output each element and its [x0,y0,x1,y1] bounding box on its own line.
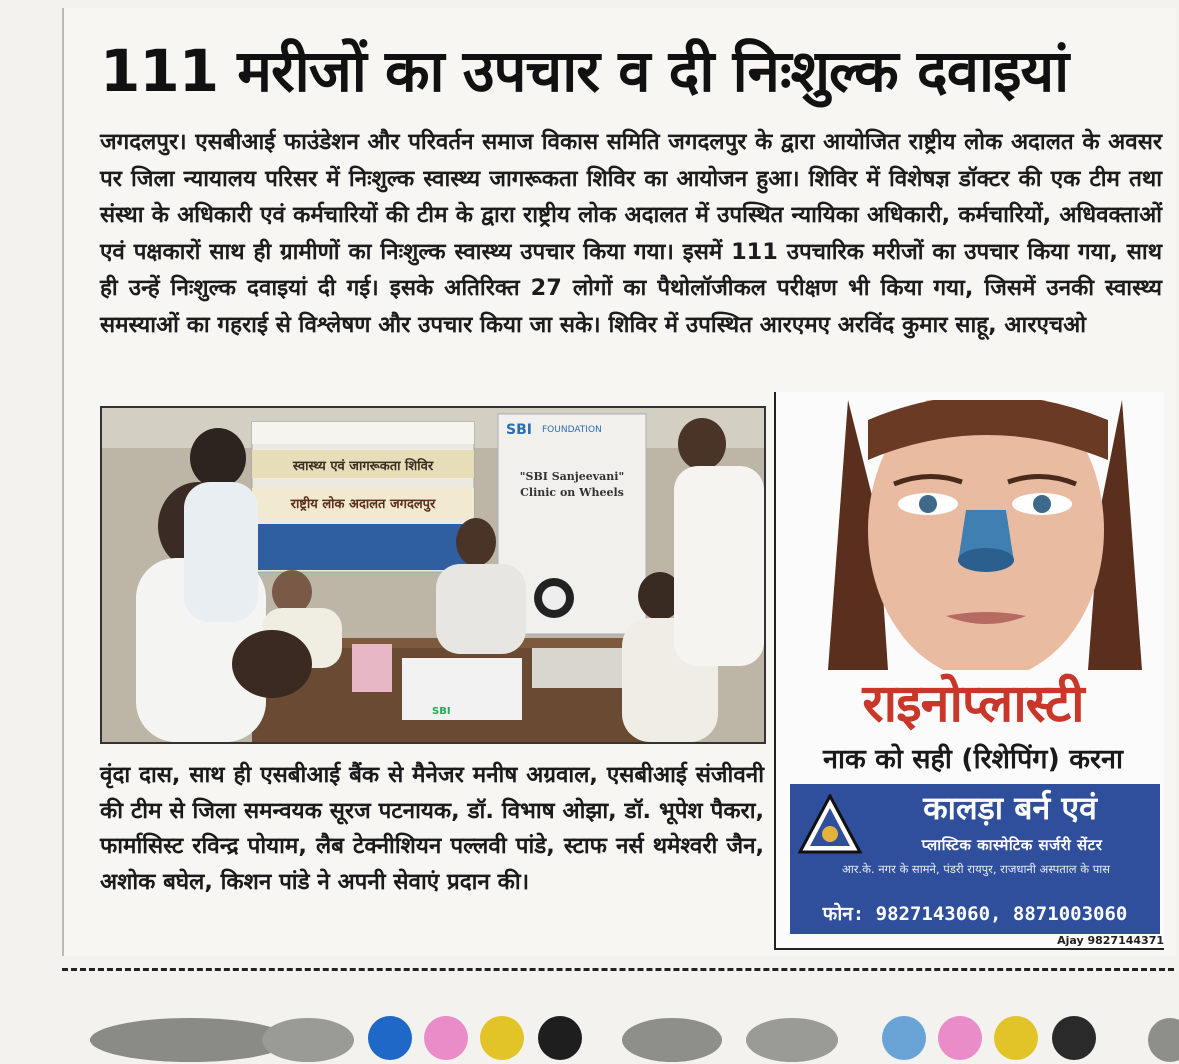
registration-mark-gray [746,1018,838,1062]
clinic-subtitle: प्लास्टिक कास्मेटिक सर्जरी सेंटर [921,836,1103,854]
banner-clinic-on-wheels: Clinic on Wheels [520,486,624,499]
print-color-registration-strip [80,1008,1179,1064]
clinic-address: आर.के. नगर के सामने, पंडरी रायपुर, राजधानी अस्पताल के पास [841,862,1111,876]
registration-dot-cyan [882,1016,926,1060]
registration-dot-black [1052,1016,1096,1060]
ad-face-image [828,400,1142,670]
clinic-info-box [790,784,1160,934]
ad-credit: Ajay 9827144371 [1057,934,1164,947]
registration-dot-yellow [480,1016,524,1060]
article-headline: 111 मरीजों का उपचार व दी निःशुल्क दवाइयां [100,37,1069,105]
face-illustration [828,400,1142,670]
registration-mark-gray [622,1018,722,1062]
registration-mark-gray [1148,1018,1179,1062]
camp-photo-illustration [102,408,764,742]
registration-dot-cyan [368,1016,412,1060]
ad-subtitle: नाक को सही (रिशेपिंग) करना [823,744,1123,775]
clinic-phone: फोन: 9827143060, 8871003060 [822,903,1128,925]
banner-left-title: स्वास्थ्य एवं जागरूकता शिविर [292,459,434,474]
article-continued-paragraph: वृंदा दास, साथ ही एसबीआई बैंक से मैनेजर मनीष अग्रवाल, एसबीआई संजीवनी की टीम से जिला समन्वयक सूरज पटनायक, डॉ. विभाष ओझा, डॉ. भूपेश पैकरा, फार्मासिस्ट रविन्द्र पोयाम, लैब टेक्नीशियन पल्लवी पांडे, स्टाफ नर्स थमेश्वरी जैन, अशोक बघेल, किशन पांडे ने अपनी सेवाएं प्रदान की। [100,762,764,895]
banner-sanjeevani-title: "SBI Sanjeevani" [519,470,625,483]
registration-dot-magenta [424,1016,468,1060]
banner-left-subtitle: राष्ट्रीय लोक अदालत जगदलपुर [290,497,436,512]
registration-dot-black [538,1016,582,1060]
registration-mark-gray [262,1018,354,1062]
article-photo [100,406,766,744]
registration-mark-gray [90,1018,290,1062]
cut-line-divider [62,968,1174,971]
medicine-box-label: SBI [432,706,451,717]
banner-foundation-text: FOUNDATION [542,425,602,435]
article-lead-paragraph: जगदलपुर। एसबीआई फाउंडेशन और परिवर्तन समाज विकास समिति जगदलपुर के द्वारा आयोजित राष्ट्रीय लोक अदालत के अवसर पर जिला न्यायालय परिसर में निःशुल्क स्वास्थ्य जागरूकता शिविर का आयोजन हुआ। शिविर में विशेषज्ञ डॉक्टर की एक टीम तथा संस्था के अधिकारी एवं कर्मचारियों की टीम के द्वारा राष्ट्रीय लोक अदालत में उपस्थित न्यायिका अधिकारी, कर्मचारियों, अधिवक्ताओं एवं पक्षकारों साथ ही ग्रामीणों का निःशुल्क स्वास्थ्य उपचार किया गया। इसमें 111 उपचारिक मरीजों का उपचार किया गया, साथ ही उन्हें निःशुल्क दवाइयां दी गई। इसके अतिरिक्त 27 लोगों का पैथोलॉजीकल परीक्षण भी किया गया, जिसमें उनकी स्वास्थ्य समस्याओं का गहराई से विश्लेषण और उपचार किया जा सके। शिविर में उपस्थित आरएमए अरविंद कुमार साहू, आरएचओ [100,129,1162,338]
ad-title: राइनोप्लास्टी [862,674,1084,734]
clinic-logo-icon [798,794,862,854]
registration-dot-yellow [994,1016,1038,1060]
registration-dot-magenta [938,1016,982,1060]
rhinoplasty-advertisement [774,392,1164,950]
clinic-name: कालड़ा बर्न एवं [923,789,1097,827]
banner-sbi-logo-text: SBI [506,422,532,438]
